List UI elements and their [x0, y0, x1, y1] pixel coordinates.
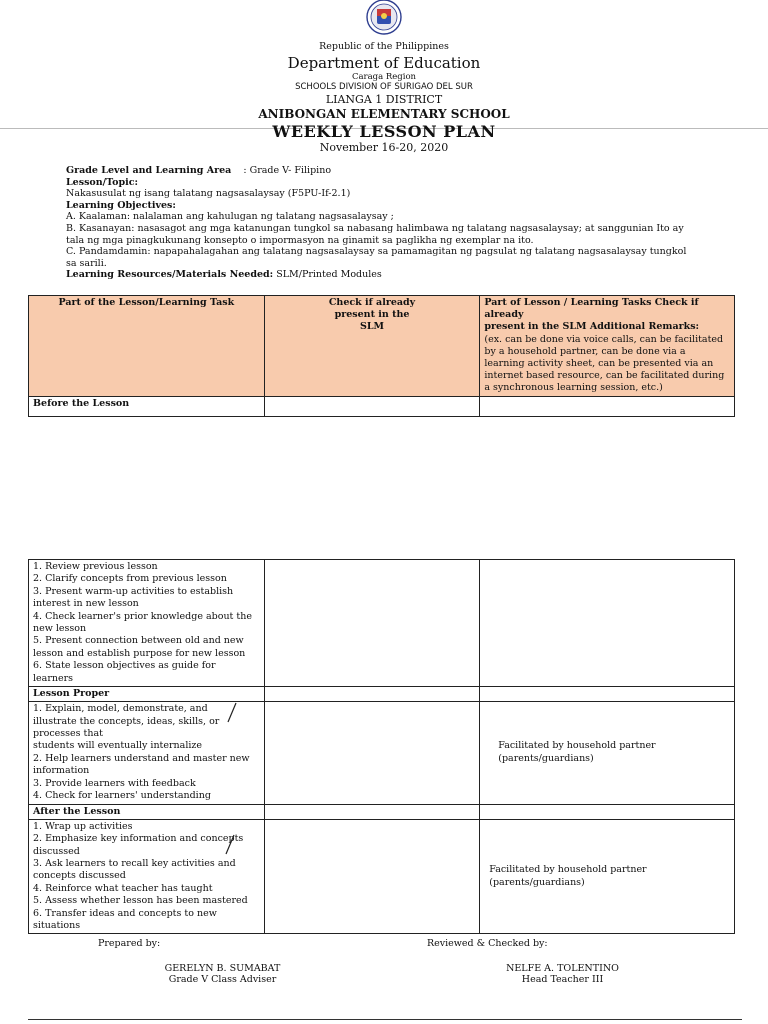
- list-item: 5. Present connection between old and new: [33, 635, 244, 647]
- list-item: discussed: [33, 845, 80, 857]
- list-item: concepts discussed: [33, 870, 126, 882]
- page-title: WEEKLY LESSON PLAN: [272, 122, 496, 141]
- check-mark-icon: [223, 834, 237, 856]
- objective-b-line1: B. Kasanayan: nasasagot ang mga katanungan tungkol sa nabasang halimbawa ng talatang nagsasalaysay; at sanggunian Ito ay: [66, 222, 684, 234]
- list-item: learners: [33, 672, 74, 684]
- table-cell-empty: [480, 804, 735, 819]
- col-header-remarks: [480, 296, 735, 397]
- objective-c-line1: C. Pandamdamin: napapahalagahan ang talatang nagsasalaysay sa pamamagitan ng pagsulat ng talatang nagsasalaysay tungkol: [66, 246, 687, 258]
- table-cell-empty: [264, 687, 480, 702]
- lesson-proper-remark: [480, 702, 735, 804]
- list-item: 6. Transfer ideas and concepts to new: [33, 907, 217, 919]
- lesson-date: November 16-20, 2020: [319, 141, 449, 154]
- list-item: 4. Reinforce what teacher has taught: [33, 882, 213, 894]
- col-header-note-line: internet based resource, can be facilitated during: [484, 370, 725, 382]
- school-name: ANIBONGAN ELEMENTARY SCHOOL: [258, 107, 510, 121]
- list-item: 6. State lesson objectives as guide for: [33, 660, 216, 672]
- table-cell-empty: [480, 560, 735, 687]
- resources-value: SLM/Printed Modules: [276, 269, 382, 281]
- objective-a: A. Kaalaman: nalalaman ang kahulugan ng talatang nagsasalaysay ;: [66, 211, 394, 223]
- list-item: 2. Emphasize key information and concepts: [33, 833, 244, 845]
- col-header-check-line: present in the: [334, 309, 410, 321]
- prepared-by-title: Grade V Class Adviser: [168, 974, 277, 985]
- topic-value: Nakasusulat ng isang talatang nagsasalaysay (F5PU-If-2.1): [66, 188, 351, 200]
- remark-line: Facilitated by household partner: [489, 864, 647, 876]
- list-item: 3. Present warm-up activities to establish: [33, 585, 234, 597]
- remark-line: Facilitated by household partner: [498, 740, 656, 752]
- objective-b-line2: tala ng mga pinagkukunang konsepto o impormasyon na ginamit sa paglikha ng exemplar na ito.: [66, 234, 534, 246]
- table-cell-empty: [264, 804, 480, 819]
- deped-seal-logo: [358, 0, 410, 38]
- grade-line: [66, 165, 746, 177]
- region-text: Caraga Region: [351, 72, 417, 82]
- list-item: processes that: [33, 728, 103, 740]
- list-item: 3. Ask learners to recall key activities and: [33, 857, 236, 869]
- col-header-remarks-line: present in the SLM Additional Remarks:: [484, 321, 700, 333]
- remark-line: (parents/guardians): [489, 876, 585, 888]
- table-cell-empty: [264, 819, 480, 934]
- lesson-plan-table-header: [28, 295, 735, 417]
- after-lesson-label: After the Lesson: [29, 804, 265, 819]
- reviewed-by-title: Head Teacher III: [521, 974, 604, 985]
- col-header-remarks-line: Part of Lesson / Learning Tasks Check if: [484, 297, 699, 308]
- before-lesson-items: [29, 560, 265, 687]
- list-item: 1. Review previous lesson: [33, 561, 158, 572]
- division-text: SCHOOLS DIVISION OF SURIGAO DEL SUR: [295, 82, 473, 92]
- list-item: 3. Provide learners with feedback: [33, 777, 196, 789]
- reviewed-by-label: Reviewed & Checked by:: [427, 938, 548, 949]
- grade-value: : Grade V- Filipino: [243, 165, 332, 176]
- col-header-note-line: by a household partner, can be done via a: [484, 345, 686, 357]
- list-item: interest in new lesson: [33, 598, 139, 610]
- lesson-proper-items: [29, 702, 265, 804]
- col-header-remarks-line: already: [484, 309, 524, 321]
- lesson-meta: [66, 165, 746, 281]
- table-cell-empty: [480, 396, 735, 416]
- list-item: students will eventually internalize: [33, 740, 203, 752]
- list-item: 4. Check for learners' understanding: [33, 790, 211, 802]
- topic-label: Lesson/Topic:: [66, 176, 138, 188]
- list-item: situations: [33, 919, 81, 931]
- col-header-note-line: (ex. can be done via voice calls, can be facilitated: [484, 333, 724, 345]
- col-header-check-line: SLM: [360, 321, 385, 333]
- table-cell-empty: [480, 687, 735, 702]
- list-item: 4. Check learner's prior knowledge about the: [33, 610, 252, 622]
- district-text: LIANGA 1 DISTRICT: [325, 93, 443, 106]
- col-header-note-line: learning activity sheet, can be presented via an: [484, 358, 714, 370]
- grade-label: Grade Level and Learning Area: [66, 165, 232, 176]
- list-item: 5. Assess whether lesson has been mastered: [33, 895, 248, 907]
- objective-c-line2: sa sarili.: [66, 257, 107, 269]
- objectives-label: Learning Objectives:: [66, 199, 176, 211]
- list-item: 1. Wrap up activities: [33, 820, 133, 832]
- list-item: lesson and establish purpose for new lesson: [33, 647, 246, 659]
- after-lesson-remark: [480, 819, 735, 934]
- prepared-by-label: Prepared by:: [98, 938, 161, 949]
- resources-line: [66, 269, 746, 281]
- republic-text: Republic of the Philippines: [319, 41, 449, 52]
- list-item: 1. Explain, model, demonstrate, and: [33, 703, 208, 715]
- remark-line: (parents/guardians): [498, 752, 594, 764]
- list-item: new lesson: [33, 623, 87, 635]
- before-lesson-label: Before the Lesson: [29, 396, 265, 416]
- prepared-by-name: GERELYN B. SUMABAT: [164, 963, 281, 974]
- col-header-note-line: a synchronous learning session, etc.): [484, 382, 663, 394]
- lesson-proper-label: Lesson Proper: [29, 687, 265, 702]
- col-header-check: [264, 296, 480, 397]
- list-item: 2. Clarify concepts from previous lesson: [33, 573, 227, 585]
- after-lesson-items: [29, 819, 265, 934]
- resources-label: Learning Resources/Materials Needed:: [66, 269, 274, 281]
- table-cell-empty: [264, 702, 480, 804]
- table-cell-empty: [264, 396, 480, 416]
- col-header-task: Part of the Lesson/Learning Task: [29, 296, 265, 397]
- col-header-check-line: Check if already: [328, 297, 416, 308]
- list-item: information: [33, 765, 90, 777]
- footer-rule: [28, 1019, 742, 1020]
- department-name: Department of Education: [287, 54, 481, 72]
- lesson-plan-table-body: [28, 559, 735, 934]
- list-item: illustrate the concepts, ideas, skills, or: [33, 715, 220, 727]
- table-cell-empty: [264, 560, 480, 687]
- list-item: 2. Help learners understand and master new: [33, 752, 250, 764]
- reviewed-by-name: NELFE A. TOLENTINO: [506, 963, 619, 974]
- check-mark-icon: [225, 702, 239, 724]
